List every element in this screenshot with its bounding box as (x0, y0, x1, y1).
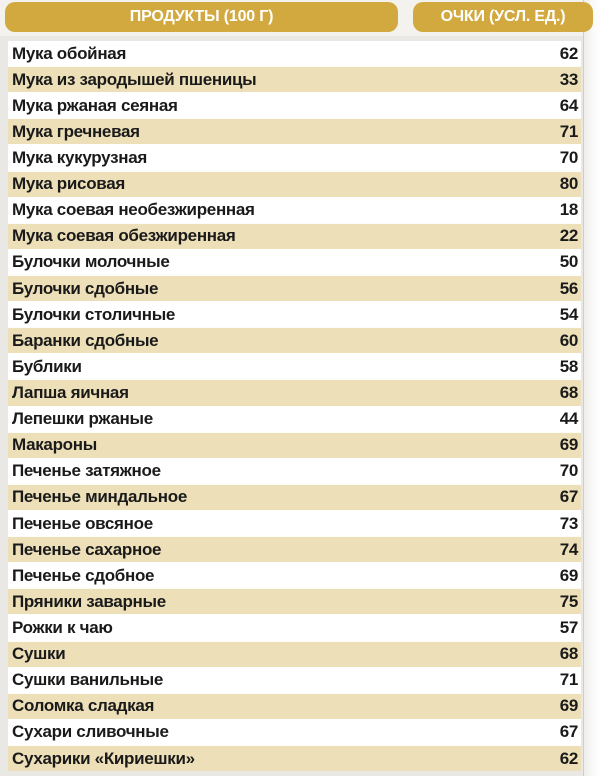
points-value: 60 (559, 330, 578, 350)
product-name: Булочки молочные (12, 252, 170, 272)
products-points-table (8, 41, 581, 771)
product-name: Мука соевая необезжиренная (12, 200, 255, 220)
points-value: 33 (559, 69, 578, 89)
points-value: 18 (559, 200, 578, 220)
points-column-header (413, 2, 593, 32)
table-row (8, 614, 581, 640)
product-name: Печенье миндальное (12, 487, 187, 507)
table-row (8, 327, 581, 353)
points-value: 71 (559, 121, 578, 141)
points-value: 58 (559, 356, 578, 376)
table-row (8, 301, 581, 327)
products-column-label: ПРОДУКТЫ (100 Г) (129, 8, 274, 25)
table-row (8, 66, 581, 92)
points-value: 69 (559, 565, 578, 585)
table-row (8, 249, 581, 275)
product-name: Сушки ванильные (12, 670, 163, 690)
product-name: Мука гречневая (12, 121, 140, 141)
points-value: 57 (559, 617, 578, 637)
points-value: 69 (559, 696, 578, 716)
points-value: 67 (559, 722, 578, 742)
table-row (8, 379, 581, 405)
product-name: Сушки (12, 644, 66, 664)
points-value: 70 (559, 461, 578, 481)
points-value: 54 (559, 304, 578, 324)
points-value: 68 (559, 644, 578, 664)
product-name: Булочки сдобные (12, 278, 159, 298)
table-row (8, 92, 581, 118)
table-row (8, 41, 581, 66)
table-row (8, 223, 581, 249)
product-name: Макароны (12, 435, 97, 455)
product-name: Бублики (12, 356, 82, 376)
points-value: 62 (559, 748, 578, 768)
table-row (8, 118, 581, 144)
points-value: 62 (559, 43, 578, 63)
points-value: 73 (559, 513, 578, 533)
points-value: 67 (559, 487, 578, 507)
points-value: 64 (559, 95, 578, 115)
table-row (8, 432, 581, 458)
product-name: Мука из зародышей пшеницы (12, 69, 257, 89)
product-name: Мука кукурузная (12, 147, 147, 167)
table-row (8, 197, 581, 223)
table-row (8, 458, 581, 484)
products-column-header (5, 2, 398, 32)
points-value: 75 (559, 591, 578, 611)
table-row (8, 484, 581, 510)
product-name: Печенье овсяное (12, 513, 153, 533)
points-value: 22 (559, 226, 578, 246)
page-right-margin (583, 0, 600, 776)
product-name: Рожки к чаю (12, 617, 113, 637)
product-name: Мука ржаная сеяная (12, 95, 178, 115)
product-name: Мука обойная (12, 43, 127, 63)
points-value: 71 (559, 670, 578, 690)
table-row (8, 353, 581, 379)
table-row (8, 745, 581, 771)
product-name: Лапша яичная (12, 382, 129, 402)
product-name: Лепешки ржаные (12, 409, 153, 429)
points-value: 50 (559, 252, 578, 272)
points-value: 56 (559, 278, 578, 298)
table-row (8, 406, 581, 432)
points-value: 70 (559, 147, 578, 167)
product-name: Печенье затяжное (12, 461, 161, 481)
table-row (8, 510, 581, 536)
table-row (8, 562, 581, 588)
points-value: 80 (559, 174, 578, 194)
table-row (8, 641, 581, 667)
table-row (8, 144, 581, 170)
product-name: Соломка сладкая (12, 696, 155, 716)
table-row (8, 275, 581, 301)
product-name: Печенье сахарное (12, 539, 162, 559)
product-name: Пряники заварные (12, 591, 166, 611)
product-name: Печенье сдобное (12, 565, 155, 585)
points-value: 74 (559, 539, 578, 559)
product-name: Сухарики «Кириешки» (12, 748, 195, 768)
points-value: 68 (559, 382, 578, 402)
points-value: 69 (559, 435, 578, 455)
table-row (8, 719, 581, 745)
table-row (8, 693, 581, 719)
product-name: Мука соевая обезжиренная (12, 226, 236, 246)
table-row (8, 588, 581, 614)
product-name: Баранки сдобные (12, 330, 159, 350)
table-row (8, 171, 581, 197)
points-value: 44 (559, 409, 578, 429)
points-column-label: ОЧКИ (УСЛ. ЕД.) (440, 8, 566, 25)
product-name: Мука рисовая (12, 174, 125, 194)
product-name: Булочки столичные (12, 304, 176, 324)
table-row (8, 667, 581, 693)
table-row (8, 536, 581, 562)
product-name: Сухари сливочные (12, 722, 169, 742)
